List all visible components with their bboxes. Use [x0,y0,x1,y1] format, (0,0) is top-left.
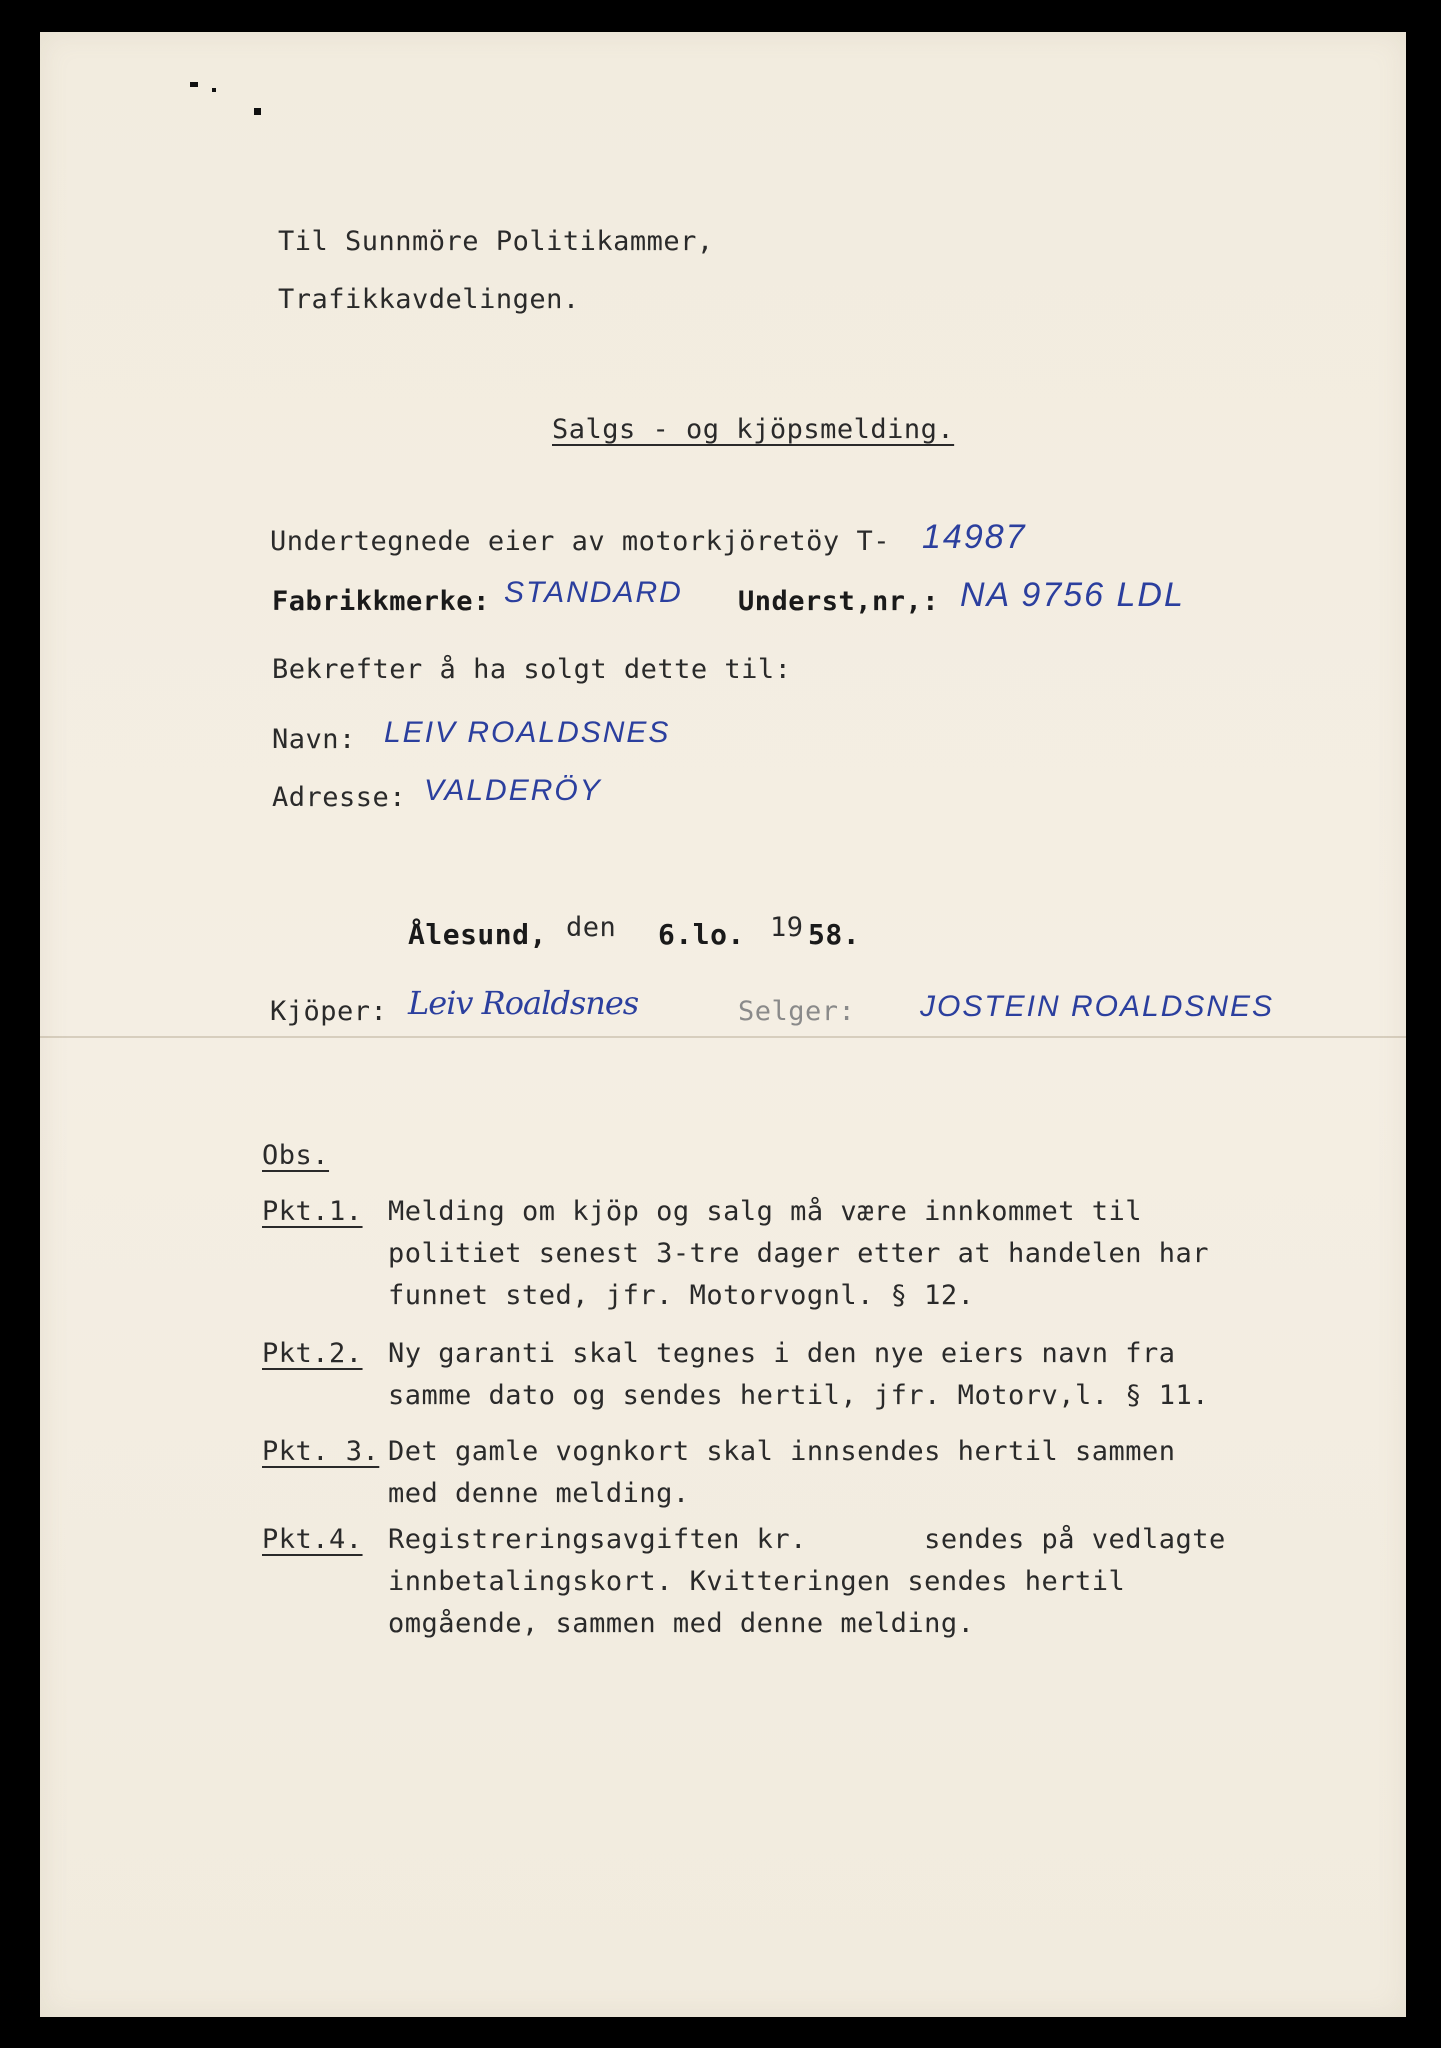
point-label: Pkt.4. [262,1524,363,1555]
date-den: den [566,912,617,943]
chassis-value: NA 9756 LDL [960,576,1185,614]
chassis-label: Underst,nr,: [738,586,940,617]
make-label: Fabrikkmerke: [272,586,490,617]
point-text: funnet sted, jfr. Motorvognl. § 12. [388,1280,975,1311]
point-text: Det gamle vognkort skal innsendes hertil sammen [388,1436,1176,1467]
point-text: politiet senest 3-tre dager etter at handelen har [388,1238,1210,1269]
seller-label: Selger: [738,996,856,1027]
date-value: 6.lo. [658,918,745,951]
obs-heading: Obs. [262,1140,330,1171]
ink-speck [190,82,198,87]
name-label: Navn: [272,724,356,755]
point-label: Pkt. 3. [262,1436,380,1467]
make-value: STANDARD [504,576,683,609]
place: Ålesund, [408,918,547,951]
department-line: Trafikkavdelingen. [278,284,580,315]
ink-speck [212,88,216,92]
point-text: Ny garanti skal tegnes i den nye eiers navn fra [388,1338,1176,1369]
buyer-signature: Leiv Roaldsnes [408,984,639,1022]
point-label: Pkt.1. [262,1196,363,1227]
year-prefix: 19 [770,912,804,943]
buyer-address: VALDERÖY [424,774,602,807]
point-text: Melding om kjöp og salg må være innkommet til [388,1196,1142,1227]
point-label: Pkt.2. [262,1338,363,1369]
page-title: Salgs - og kjöpsmelding. [552,414,955,445]
seller-name: JOSTEIN ROALDSNES [920,990,1275,1023]
point-text: Registreringsavgiften kr. sendes på vedlagte [388,1524,1226,1555]
point-text: samme dato og sendes hertil, jfr. Motorv,l. § 11. [388,1380,1210,1411]
buyer-name: LEIV ROALDSNES [384,716,671,749]
owner-label: Undertegnede eier av motorkjöretöy T- [270,526,890,557]
address-label: Adresse: [272,782,407,813]
fold-line [40,1036,1406,1038]
point-text: med denne melding. [388,1478,690,1509]
confirm-text: Bekrefter å ha solgt dette til: [272,654,792,685]
document-paper [40,32,1406,2017]
registration-number: 14987 [922,518,1027,556]
ink-speck [254,108,261,115]
year-suffix: 58. [808,918,861,951]
buyer-label: Kjöper: [270,996,388,1027]
point-text: innbetalingskort. Kvitteringen sendes hertil [388,1566,1126,1597]
addressee-line: Til Sunnmöre Politikammer, [278,226,714,257]
point-text: omgående, sammen med denne melding. [388,1608,975,1639]
